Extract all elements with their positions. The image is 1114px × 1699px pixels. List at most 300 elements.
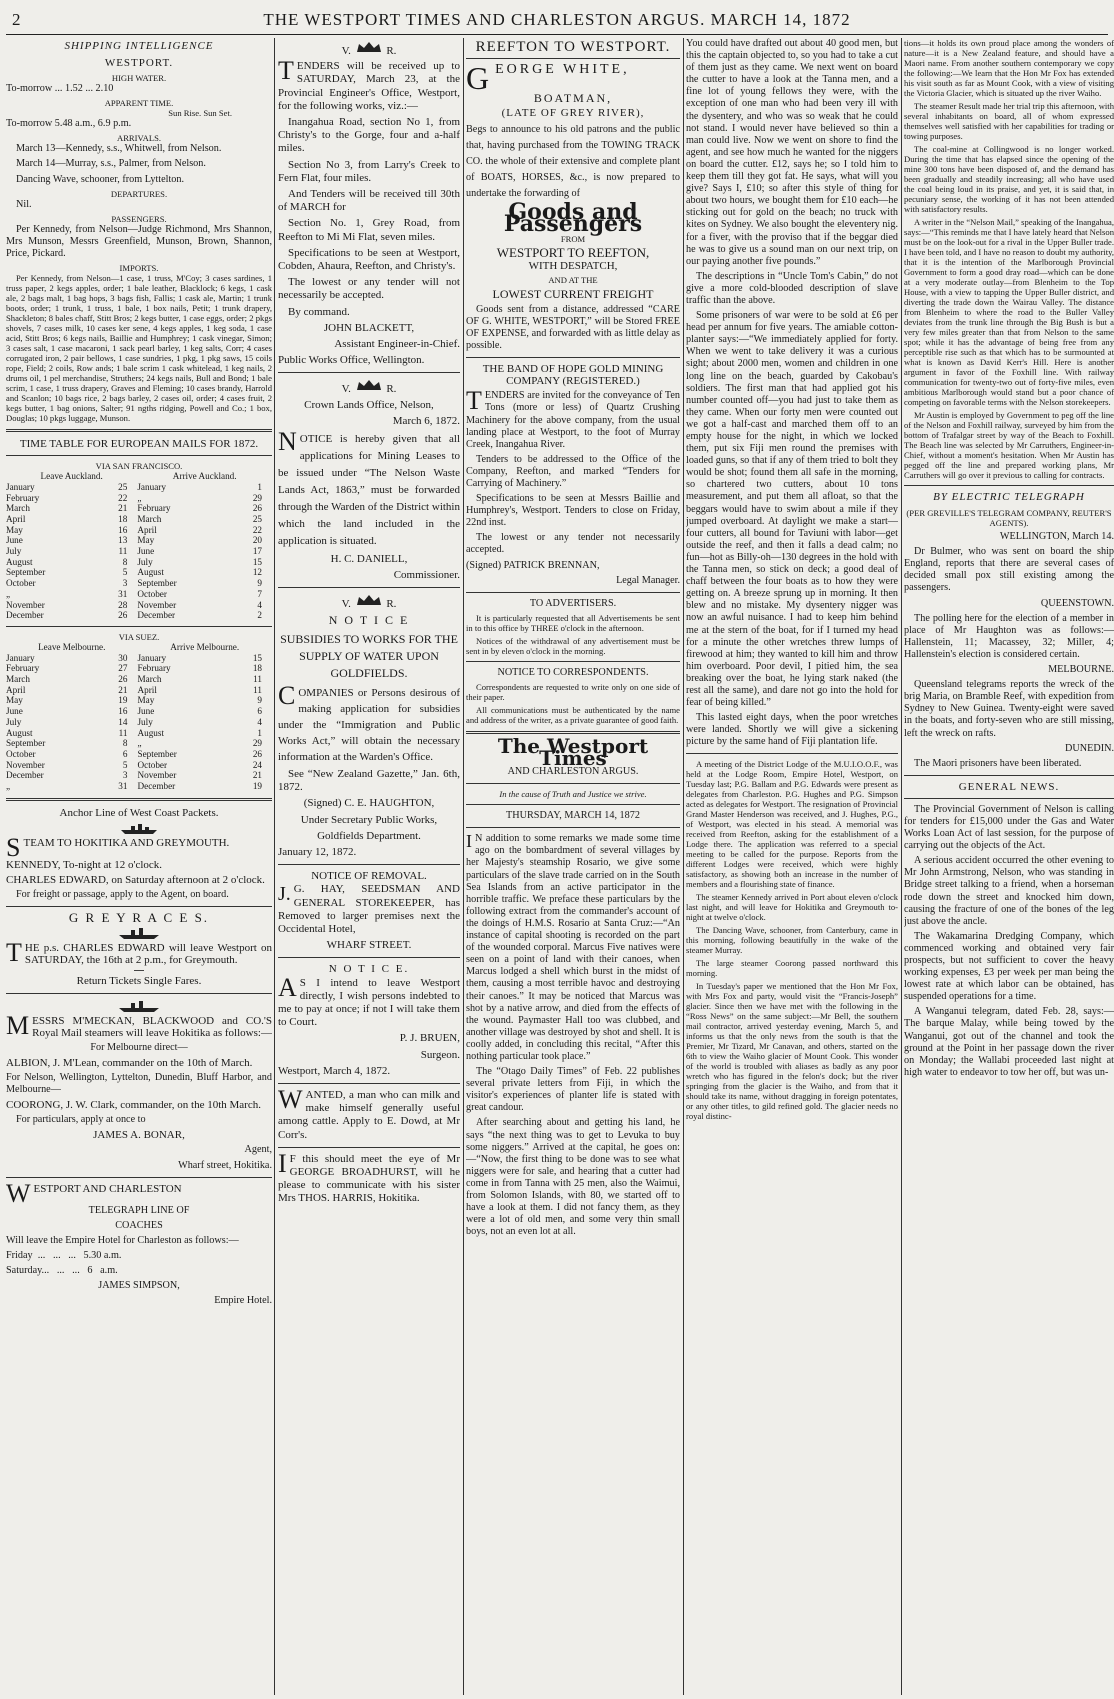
ad-text: The lowest or any tender not necessarily accepted. [466,532,680,556]
table-cell: August [6,556,33,567]
royal-crest: V. R. [278,378,460,396]
divider [6,993,272,994]
notice-text: OTICE is hereby given that all applications for Mining Leases to be issued under “The Nelson Waste Lands Act, 1863,” must be forwarded through the Warden of the District within which the land included in the application is situated. [278,433,460,548]
drop-cap: S [6,832,21,862]
table-cell: 26 [252,749,262,759]
ad-heading: Anchor Line of West Coast Packets. [59,806,219,819]
signature-title: Assistant Engineer-in-Chief. [334,338,460,351]
drop-cap: T [278,56,294,86]
table-cell: July [137,556,153,567]
notice-text: The lowest or any tender will not necessarily be accepted. [278,276,460,302]
table-cell: December [137,781,176,792]
text-line: Sun Rise. Sun Set. [168,108,232,119]
section-heading: SHIPPING INTELLIGENCE [64,40,214,52]
divider [686,753,898,754]
table-cell: January [6,481,35,492]
section-subheading: (PER GREVILLE'S TELEGRAM COMPANY, REUTER'S AGENTS). [906,508,1112,529]
table-cell: December [6,770,44,781]
ad-text: COORONG, J. W. Clark, commander, on the 10th March. [6,1099,261,1112]
subheading: APPARENT TIME. [104,98,174,109]
table-cell: 16 [118,524,128,535]
royal-crest: V. R. [278,593,460,611]
table-cell: 11 [253,674,262,685]
signature-title: Legal Manager. [616,574,680,586]
drop-cap: I [278,1148,287,1178]
ad-text: For particulars, apply at once to [16,1114,146,1126]
drop-cap: G [466,60,493,97]
table-cell: March [137,674,162,685]
divider [904,798,1114,799]
table-row [6,557,272,568]
table-cell: February [137,503,171,514]
ad-text: Goods sent from a distance, addressed “CARE OF G. WHITE, WESTPORT,” will be Stored FREE OF EXPENSE, and forwarded with as little delay as possible. [466,303,680,352]
table-cell: 14 [118,716,128,727]
royal-crest: V. R. [278,40,460,58]
ad-text: AND AT THE [548,274,598,285]
notice-heading: NOTICE OF REMOVAL. [311,870,427,883]
table-cell: July [6,546,22,557]
table-cell: „ [6,588,11,599]
table-cell: 22 [252,524,262,535]
table-row [6,493,272,504]
table-cell: 9 [257,578,262,589]
table-cell: 5 [122,759,128,770]
ad-text: Begs to announce to his old patrons and the public that, having purchased from the TOWING TRACK CO. the whole of their extensive and complete plant of BOATS, HORSES, &c., is now prepared to undertake the forwarding of [466,124,680,200]
news-item: The large steamer Coorong passed northward this morning. [686,958,898,979]
editorial-text: N addition to some remarks we made some time ago on the bombardment of several villages by her Majesty's steamship Rosario, we give some particulars of the slave trade carried on in the South Sea Islands from an active participator in the horrible traffic. We preface these particulars by the following extract from the commander's account of the doings of H.M.S. Rosario at Santa Cruz:—“An instance of capital shooting is recorded on the part of the wounded corporal. Marcus Five natives were seen on a point of land with their canoes, when Marcus lodged a shell which burst in the midst of them, causing a most terrible havoc and destroying their canoes.” It may be noticed that Marcus was shot by a native arrow, and died from the effects of the wound. Paymaster Hall too was clubbed, and another village was destroyed by shot and shell. It is coolly added, in concluding this recital, “After this nothing particular took place.” [466,833,680,1062]
signature: H. C. DANIELL, [330,553,408,566]
table-row [6,653,272,664]
divider [278,957,460,958]
table-cell: April [6,513,26,524]
ad-text: FROM [560,234,586,245]
table-cell: 9 [257,695,262,706]
table-cell: 31 [118,781,128,792]
news-item: A serious accident occurred the other evening to Mr John Armstrong, Nelson, who was standing in Bridge street talking to a friend, when a horseman rode down the street and knocked him down, causing the fracture of one of the bones of the leg just above the ancle. [904,855,1114,927]
divider [6,429,272,432]
editorial-text: This lasted eight days, when the poor wretches were landed. Shortly we will give a sickening picture by the same hand of Fiji plantation life. [686,712,898,748]
table-row [6,514,272,525]
mail-table-suez [6,642,272,792]
mail-table-sf [6,471,272,621]
drop-cap: M [6,1010,30,1040]
table-cell: April [137,684,157,695]
table-cell: 7 [257,588,262,599]
ad-text: For Melbourne direct— [90,1041,188,1053]
news-item: The steamer Kennedy arrived in Port about eleven o'clock last night, and will leave for Hokitika and Greymouth to-night at twelve o'clock. [686,892,898,923]
table-cell: 21 [118,503,128,514]
steamer-icon [117,926,161,940]
table-cell: 15 [252,652,262,663]
table-cell: August [137,727,165,738]
table-cell: December [6,610,44,621]
crest-icon [354,593,384,607]
telegram-text: The Maori prisoners have been liberated. [914,757,1082,769]
table-cell: „ [6,781,11,792]
drop-cap: N [278,427,297,457]
subheading: PASSENGERS. [111,213,167,224]
table-cell: 24 [252,759,262,770]
news-item: The Wakamarina Dredging Company, which commenced working and obtained very fair prospects, but not sufficient to cover the heavy working expenses, £3 per week per man being the lowest rate at which labor can be obtained, has suspended operations for a time. [904,930,1114,1003]
ad-text: For Nelson, Wellington, Lyttelton, Dunedin, Bluff Harbor, and Melbourne— [6,1071,272,1096]
ad-text: COACHES [115,1219,163,1231]
notice-text: ANTED, a man who can milk and make himself generally useful among cattle. Apply to E. Dowd, at Mr Corr's. [278,1088,460,1141]
ad-heading: TIME TABLE FOR EUROPEAN MAILS FOR 1872. [19,438,259,451]
table-header: Leave Auckland. [40,471,103,482]
ad-text: EORGE WHITE, [495,62,630,78]
section-heading: GENERAL NEWS. [958,780,1060,793]
table-row [6,600,272,611]
divider [466,804,680,805]
news-item: A Wanganui telegram, dated Feb. 28, says:—The barque Malay, while being towed by the Wanganui, got out of the channel and took the ground at the Point in her passage down the river on Monday; the Wallabi proceeded last night at high water to endeavor to tow her off, but was un- [904,1006,1114,1078]
notice-text: Section No 3, from Larry's Creek to Fern Flat, four miles. [278,158,460,184]
table-cell: November [6,599,45,610]
divider [904,775,1114,776]
news-item: The Provincial Government of Nelson is calling for tenders for £15,000 under the Gas and Water Works Loan Act of last session, for the purpose of carrying out the objects of the Act. [904,803,1114,852]
ad-heading: THE BAND OF HOPE GOLD MINING COMPANY (REGISTERED.) [482,363,664,388]
table-cell: 8 [122,738,128,749]
notice-text: Correspondents are requested to write only on one side of their paper. [466,681,680,702]
drop-cap: W [6,1178,31,1208]
ad-text: TELEGRAPH LINE OF [88,1204,190,1216]
table-cell: August [6,727,33,738]
editorial-text: Some prisoners of war were to be sold at £6 per head per annum for five years. The amiable cotton-planter says:—“We immediately applied for forty. When we went to take delivery it was a curious sight; about 2000 men, women and children in one long line on the beach, guarded by Cakobau's soldiers. The first man that had applied got his number counted off—you had just to take them as they came. When our forty men were counted out we got a half-cast and marched them off to an empty house for the night, in which we locked them, put six Fiji men round the premises with loaded guns, so that if any of them tried to bolt they would be shot; found them all safe in the morning, so chartered two cutters, about 10 tons measurement, and put them all afloat, so that the beggars would have to swim about a mile if they jumped overboard. At daylight we make a start—four cutters, all bound for Taviuni with labor—get outside the reef, and then it falls a dead calm; no fun—hot as Billy-oh—130 degrees in the hold with the Tanna men, so stick on deck; a good deal of chaff between the four boats as to how they were getting on. A breeze sprung up in morning. It then blew and no mistake. My dysentery nigger was now an awful nuisance. I had to keep him behind me at the stern of the boat, for if I turned my head for a minute the other wretches threw lumps of firewood at him; they wanted to kill him and throw him overboard. Poor devil, I pitied him, the sea breaking over the boat, he lying stark naked (the rest all the same), and dare not go into the hold for fear of being killed.” [686,310,898,709]
table-row [6,589,272,600]
divider [6,906,272,907]
notice-text: And Tenders will be received till 30th of MARCH for [278,188,460,214]
table-cell: 22 [118,492,128,503]
text-line: To-morrow 5.48 a.m., 6.9 p.m. [6,118,132,130]
signature-title: Surgeon. [420,1048,460,1061]
divider [278,372,460,373]
notice-heading: N O T I C E. [328,963,410,976]
column-rule [901,38,902,1695]
table-cell: April [6,684,26,695]
table-row [6,525,272,536]
text-line: Nil. [16,198,32,210]
news-item: tions—it holds its own proud place among the wonders of nature—it is a New Zealand feature, and should have a Maori name. From another southern contemporary we copy the following:—We learn that the Hon Mr Fox has extended his visit south as far as Mount Cook, with a view of visiting the Victoria Glacier, which is situated up the river Waiho. [904,38,1114,98]
table-cell: December [137,610,176,621]
table-cell: October [137,759,168,770]
table-row [6,760,272,771]
divider [278,1147,460,1148]
dateline: MELBOURNE. [1048,664,1114,676]
notice-text: Section No. 1, Grey Road, from Reefton to Mi Mi Flat, seven miles. [278,217,460,243]
table-cell: June [6,535,23,546]
steamer-icon [117,999,161,1013]
subheading: WESTPORT. [104,57,174,70]
table-row [6,535,272,546]
table-row [6,738,272,749]
table-cell: 6 [257,706,262,717]
divider [904,485,1114,486]
table-cell: 11 [253,684,262,695]
nameplate-subtitle: AND CHARLESTON ARGUS. [507,766,639,778]
news-item: A meeting of the District Lodge of the M.U.I.O.O.F., was held at the Lodge Room, Empire Hotel, Westport, on Tuesday last; P.G. Ballam and P.G. Edwards were present as delegates from Charleston. P.G. Hughes and P.G. Simpson acted as delegates for Westport. The resignation of Provincial Grand Master Henderson was received, and J. Hughes, P.G., of Westport, was elected in his stead. A memorial was received from Reefton, asking for the establishment of a Lodge there. The application was referred to a special meeting to be called for the purpose. Reports from the different Lodges were received, which were highly satisfactory, as showing both an increase in the number of members and a flourishing state of finance. [686,759,898,890]
signature: P. J. BRUEN, [399,1032,460,1045]
divider [6,1177,272,1178]
motto: In the cause of Truth and Justice we strive. [499,789,647,800]
table-row [6,610,272,621]
table-cell: 3 [122,770,128,781]
table-cell: 29 [252,492,262,503]
table-cell: 25 [252,513,262,524]
editorial-text: The “Otago Daily Times” of Feb. 22 publishes several private letters from Fiji, in which the visitor's experiences of planter life is stated with great candour. [466,1066,680,1114]
table-cell: January [137,481,166,492]
table-cell: 26 [118,674,128,685]
signature-title: Commissioner. [393,569,460,582]
signature: (Signed) C. E. HAUGHTON, [303,797,435,810]
nameplate: The Westport Times [497,733,649,770]
table-cell: 31 [118,588,128,599]
table-cell: 21 [252,770,262,781]
table-row [6,482,272,493]
notice-text: All communications must be authenticated by the name and address of the writer, as a private guarantee of good faith. [466,704,680,725]
steamer-icon [119,821,159,835]
table-cell: 1 [257,481,262,492]
news-item: The Dancing Wave, schooner, from Canterbury, came in this morning, following beautifully in the wake of the steamer Murray. [686,925,898,956]
divider [466,783,680,784]
subheading: ARRIVALS. [116,133,161,144]
crest-icon [354,40,384,54]
table-row [6,663,272,674]
news-item: The coal-mine at Collingwood is no longer worked. During the time that has elapsed since the opening of the mine 300 tons have been disposed of, and the demand has been gradually and steadily increasing; all who have used the coal being loud in its praise, and yet, it is said that, in pecuniary sense, the working of it has not been attended with satisfactory results. [904,144,1114,214]
table-cell: September [137,578,177,589]
table-cell: July [137,716,153,727]
notice-text: ENDERS will be received up to SATURDAY, March 23, at the Provincial Engineer's Office, Westport, for the following works, viz.:— [278,60,460,112]
divider [466,357,680,358]
ad-text: ESSRS M'MECKAN, BLACKWOOD and CO.'S Royal Mail steamers will leave Hokitika as follows:— [32,1014,272,1039]
ad-text: Friday ... ... ... 5.30 a.m. [6,1249,122,1261]
table-cell: 5 [122,567,128,578]
table-cell: November [6,759,45,770]
text-line: Per Kennedy, from Nelson—Judge Richmond, Mrs Shannon, Mrs Munson, Messrs Greenfield, Munson, Brown, Shannon, Price, Pickard. [6,223,272,259]
table-cell: May [137,535,155,546]
text-line: Dancing Wave, schooner, from Lyttelton. [16,173,185,185]
table-cell: October [137,588,167,599]
table-row [6,695,272,706]
notice-text: March 6, 1872. [392,414,460,427]
divider [278,864,460,865]
table-cell: July [6,716,22,727]
table-row [6,749,272,760]
drop-cap: W [278,1084,303,1114]
table-cell: 26 [118,610,128,621]
ad-text: CHARLES EDWARD, on Saturday afternoon at 2 o'clock. [6,874,265,886]
table-cell: January [137,652,167,663]
table-cell: 26 [252,503,262,514]
divider [278,587,460,588]
table-row [6,674,272,685]
notice-heading: NOTICE TO CORRESPONDENTS. [497,666,649,678]
table-row [6,781,272,792]
text-line: March 13—Kennedy, s.s., Whitwell, from Nelson. [16,143,222,155]
table-cell: 4 [257,716,262,727]
notice-text: Notices of the withdrawal of any advertisement must be sent in by eleven o'clock in the morning. [466,635,680,656]
table-row [6,717,272,728]
table-row [6,567,272,578]
table-cell: „ [137,492,142,503]
table-cell: 25 [118,481,128,492]
table-header: Leave Melbourne. [38,641,106,652]
subheading: IMPORTS. [119,263,159,274]
ad-heading: REEFTON TO WESTPORT. [475,39,671,55]
column-shipping [6,38,272,1695]
column-rule [683,38,684,1695]
ad-heading: G R E Y R A C E S. [68,910,210,926]
divider [466,592,680,593]
table-cell: 3 [122,578,128,589]
table-cell: January [6,652,35,663]
table-cell: May [6,695,23,706]
table-cell: November [137,599,177,610]
drop-cap: J. [278,883,291,906]
table-cell: 18 [252,663,262,674]
table-cell: April [137,524,157,535]
table-cell: 11 [118,546,128,557]
ad-text: Empire Hotel. [214,1295,272,1307]
notice-text: G. HAY, SEEDSMAN AND GENERAL STOREKEEPER, has Removed to larger premises next the Occidental Hotel, [278,883,460,935]
subheading: DEPARTURES. [110,188,168,199]
table-cell: 17 [252,546,262,557]
notice-text: Public Works Office, Wellington. [278,354,425,367]
issue-date: THURSDAY, MARCH 14, 1872 [506,810,640,822]
table-cell: 2 [257,610,262,621]
news-item: In Tuesday's paper we mentioned that the Hon Mr Fox, with Mrs Fox and party, would visit the “Francis-Joseph” glacier. Since then we have met with the following in the “Ross News” on the same subject:—Mr Bell, the southern mail contractor, arrived yesterday evening, March 5, and informs us that the only news from the south is that the Premier, Mr Tizard, Mr Canavan, and others, started on the 6th to view the Waiho glacier of Mount Cook. This wonder of the world is troubled with aliases as badly as any poor wretch who has figured in the felon's dock; but the river springing from the glacier is the Waiho, and from that it should take its name, without dragging in foreign potentates, or any other titles, to gild refined gold. The glacier needs no royal distinc- [686,981,898,1122]
table-cell: September [6,738,46,749]
drop-cap: C [278,680,296,710]
ad-text: KENNEDY, To-night at 12 o'clock. [6,858,163,871]
table-cell: 8 [122,556,128,567]
table-row [6,503,272,514]
text-line: To-morrow ... 1.52 ... 2.10 [6,83,114,95]
table-cell: 16 [118,706,128,717]
signature: (Signed) PATRICK BRENNAN, [466,559,600,571]
crest-icon [354,378,384,392]
table-cell: February [137,663,171,674]
table-row [6,685,272,696]
table-cell: June [6,706,23,717]
editorial-text: You could have drafted out about 40 good men, but this the captain objected to, so you had to take a cut of them just as they came. We next went on board the cutter to have a look at the Tanna men, and a fine lot of young fellows they were, with the exception of one man who had been very ill with the dysentery, and who was so weak that he could not stand. I would never have believed so thin a man could live. Now we went on shore to find the agent, and see how much he wanted for the niggers on board the cutter. £12, says he; so I told him to keep them till they got fat. He says, what will you give? Says I, £10; so after this style of thing for about two hours, we bought them for £10 each—he sticking out for gold on the beach; no truck with kites on Sydney. We also bought the eleventery nig. for a fiver, with the proviso that if the beggar died he was to give us a sound man on our next trip, on our paying another five pounds.” [686,38,898,267]
column-rule [274,38,275,1695]
divider [6,626,272,627]
news-item: Mr Austin is employed by Government to peg off the line of the Nelson and Foxhill railway, surveyed by him from the bottom of Trafalgar street by way of the Beach to Foxhill. The Beach line was selected by Mr Carruthers, Engineer-in-Chief, without a moment's hesitation. When Mr Austin has pegged off the line and prepared working plans, Mr Carruthers will go over it previous to calling for contracts. [904,410,1114,480]
table-row [6,578,272,589]
table-cell: 21 [118,684,128,695]
table-cell: August [137,567,164,578]
notice-text: Crown Lands Office, Nelson, [304,398,434,411]
signature-title: Under Secretary Public Works, [300,813,438,826]
table-cell: 13 [118,535,128,546]
table-cell: „ [137,738,142,749]
table-cell: 6 [122,749,128,759]
ad-display-line: LOWEST CURRENT FREIGHT [492,286,654,301]
table-cell: June [137,706,155,717]
divider [466,58,680,59]
table-cell: 29 [252,738,262,749]
column-notices [278,38,460,1695]
ad-text: JAMES A. BONAR, [93,1129,185,1142]
ad-text: For freight or passage, apply to the Agent, on board. [16,889,229,901]
table-cell: 30 [118,652,128,663]
table-cell: 1 [257,727,262,738]
table-cell: 15 [252,556,262,567]
ad-text: BOATMAN, [533,91,613,106]
telegram-text: The polling here for the election of a member in place of Mr Haughton was as follows:—Hallenstein, 11; Macassey, 32; Miller, 4; Hallenstein's election is considered certain. [904,612,1114,660]
ad-display-line: Goods and Passengers [503,199,643,238]
table-cell: 12 [252,567,262,578]
notice-text: January 12, 1872. [278,845,357,858]
table-cell: September [137,749,177,759]
notice-text: S I intend to leave Westport directly, I wish persons indebted to me to pay at once; if not I will take them to Court. [278,976,460,1029]
table-cell: October [6,578,36,589]
table-cell: March [6,503,30,514]
ad-text: JAMES SIMPSON, [98,1280,180,1292]
notice-heading: WHARF STREET. [326,939,412,952]
table-cell: 11 [118,727,128,738]
table-cell: March [137,513,162,524]
ad-text: Wharf street, Hokitika. [178,1159,272,1171]
ad-text: (LATE OF GREY RIVER), [501,107,645,120]
table-cell: 20 [252,535,262,546]
page-number: 2 [12,10,21,29]
column-editorial-continued [686,38,898,1695]
drop-cap: T [6,938,22,968]
notice-text: See “New Zealand Gazette,” Jan. 6th, 1872. [278,767,460,794]
section-heading: BY ELECTRIC TELEGRAPH [933,491,1085,503]
ad-text: Return Tickets Single Fares. [76,975,202,988]
column-ads-editorial [466,38,680,1695]
ad-text: ALBION, J. M'Lean, commander on the 10th of March. [6,1056,253,1069]
table-header: Arrive Melbourne. [170,641,240,652]
table-cell: June [137,546,155,557]
telegram-text: Dr Bulmer, who was sent on board the ship England, reports that there are several cases of decided small pox still existing among the passengers. [904,546,1114,594]
header-rule [6,34,1108,35]
ad-text: WITH DESPATCH, [528,259,618,272]
notice-heading: N O T I C E [328,612,410,627]
news-item: The steamer Result made her trial trip this afternoon, with several inhabitants on board, all of whom expressed themselves well satisfied with her capabilities for trading or towing purposes. [904,101,1114,141]
table-cell: September [6,567,46,578]
signature: JOHN BLACKETT, [323,321,415,334]
notice-text: It is particularly requested that all Advertisements be sent in to this office by THREE o'clock in the afternoon. [466,612,680,633]
subheading: HIGH WATER. [111,73,167,84]
notice-heading: SUBSIDIES TO WORKS FOR THE SUPPLY OF WATER UPON GOLDFIELDS. [280,631,458,680]
ad-text: Saturday... ... ... 6 a.m. [6,1264,118,1276]
notice-text: Inangahua Road, section No 1, from Christy's to the Gorge, four and a-half miles. [278,116,460,155]
column-telegraph-news [904,38,1114,1695]
drop-cap: A [278,972,297,1002]
notice-heading: TO ADVERTISERS. [529,597,617,609]
table-cell: 19 [252,781,262,792]
table-cell: February [6,663,40,674]
ad-text: ESTPORT AND CHARLESTON [33,1182,182,1195]
ad-text: TEAM TO HOKITIKA AND GREYMOUTH. [23,836,230,849]
signature-title: Goldfields Department. [317,829,421,842]
table-cell: 28 [118,599,128,610]
dateline: DUNEDIN. [1065,742,1114,754]
editorial-text: After searching about and getting his land, he says “the next thing was to get to Levuka to buy some niggers.” Arrived at the capital, he goes on:—“Now, the first thing to be done was to see what niggers were for sale, and hearing that a cutter had come in from Tanna with 25 men, also the Waimui, from Solomon Islands, with 80, we started off to have a look at them. I did not fancy them, as they were a lot of old men, and some very thin small boys, not an even lot at all. [466,1117,680,1238]
news-item: A writer in the “Nelson Mail,” speaking of the Inangahua, says:—“This reminds me that I have lately heard that Nelson must be on the look-out for a rival in the Upper Buller trade. I have been told, and I have no reason to doubt my authority, that it is the intention of the Marlborough Provincial Government to form a good dray road—which can be done at a very moderate outlay—from Blenheim to the Top House, with a view to tapping the Upper Buller district, and diverting the trade down the Wairau Valley. The distance from Blenheim to where the road to the Buller Valley deviates from the trunk line through the Big Bush is but a very few miles greater than that from Nelson to the same spot; while it has the advantage of being free from any perceptible rise such as that which has to be surmounted at what is known as David Kerr's Hill. Here is another argument in favor of the Foxhill line. With railway communication for twenty-two out of forty-five miles, even ambitious Marlborough would stand but a poor chance of competing on favorable terms with the Nelson storekeepers. [904,217,1114,407]
table-cell: November [137,770,177,781]
text-line: March 14—Murray, s.s., Palmer, from Nelson. [16,158,206,170]
column-rule [463,38,464,1695]
divider [6,455,272,456]
text-line: Per Kennedy, from Nelson—1 case, 1 truss, M'Coy; 3 cases sardines, 1 truss paper, 2 kegs apples, order; 1 bale leather, Blacklock; 6 kegs, 1 cask ale, 2 bags malt, 1 bag hops, 3 bags fish, Fallis; 1 cask ale, Martin; 1 trunk boots, order; 1 trunk, 1 truss, 1 bale, 1 box nails, Petit; 1 trunk drapery, Shackleton; 8 bales chaff, Stitt Bros; 2 kegs butter, 1 case eggs, order; 2 pkgs shovels, 7 cases milk, 10 cases ker sene, 4 kegs apples, 1 keg soda, 1 case acid, Stitt Bros; 6 kegs nails, Baillie and Humphrey; 1 cask vinegar, Simon; 3 cases salt, 1 case macaroni, 1 sack pearl barley, 1 keg salts, Corr; 4 cases corrugated iron, 2 pair bellows, 1 case sundries, 1 pkg, 1 pkg saws, 15 coils rope, Field; 2 coils, Row ands; 1 bale scrim 1 cask whitelead, 1 keg nails, 2 drums oil, 1 pel merchandise, Struthers; 24 kegs nails, Bull and Bond; 1 bale scrim, 1 case, 1 truss drapery, Graves and Fleming; 10 cases brandy, Harrold and Scanlon; 10 bags rice, 2 bags barley, 2 cases oil, order; 4 cases fruit, 2 kegs butter, 1 bag onions, Salter; 91 ngths ridging, Powell and Co.; 1 box, Douglas; 10 pkgs luggage, Munson. [6,273,272,424]
table-row [6,546,272,557]
table-cell: May [137,695,155,706]
divider [6,798,272,801]
table-cell: 19 [118,695,128,706]
